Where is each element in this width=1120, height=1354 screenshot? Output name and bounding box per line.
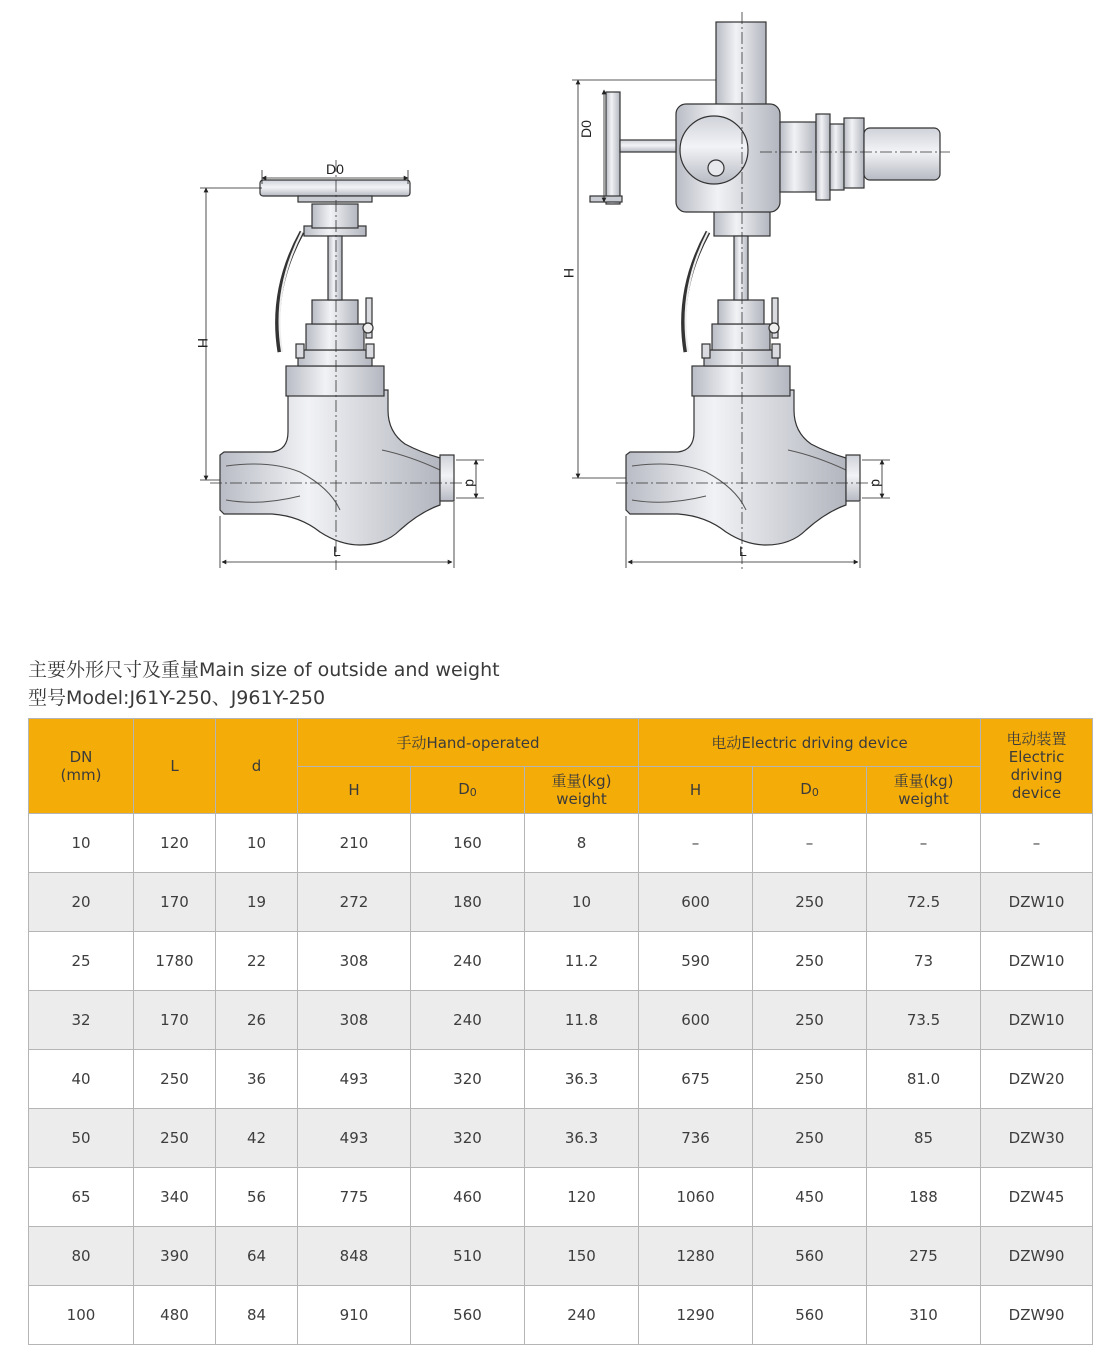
table-row: 32 170 26 308 240 11.8 600 250 73.5 DZW10 (29, 991, 1093, 1050)
table-caption (28, 656, 500, 712)
label-do: D0 (326, 161, 344, 177)
label-d: d (869, 479, 885, 487)
label-do: D0 (578, 120, 594, 138)
label-l: L (333, 543, 341, 559)
table-row: 25 1780 22 308 240 11.2 590 250 73 DZW10 (29, 932, 1093, 991)
valve-drawings (0, 0, 1120, 600)
header-hand-do: D0 (411, 767, 525, 814)
table-row: 65 340 56 775 460 120 1060 450 188 DZW45 (29, 1168, 1093, 1227)
label-d: d (463, 479, 479, 487)
header-dn: DN (mm) (29, 719, 134, 814)
table-row: 100 480 84 910 560 240 1290 560 310 DZW90 (29, 1286, 1093, 1345)
caption-model: 型号Model:J61Y-250、J961Y-250 (28, 687, 326, 709)
label-h: H (195, 338, 211, 349)
header-l: L (134, 719, 216, 814)
svg-text:D0 (326, 161, 344, 177)
table-row: 40 250 36 493 320 36.3 675 250 81.0 DZW20 (29, 1050, 1093, 1109)
caption-title: 主要外形尺寸及重量Main size of outside and weight (28, 659, 500, 681)
header-hand-operated: 手动Hand-operated (298, 719, 639, 767)
table-row: 20 170 19 272 180 10 600 250 72.5 DZW10 (29, 873, 1093, 932)
header-electric: 电动Electric driving device (639, 719, 981, 767)
header-electric-h: H (639, 767, 753, 814)
manual-valve-drawing (210, 160, 470, 570)
table-row: 10 120 10 210 160 8 – – – – (29, 814, 1093, 873)
header-electric-weight: 重量(kg) weight (867, 767, 981, 814)
header-hand-h: H (298, 767, 411, 814)
spec-table (28, 718, 1093, 1345)
header-d: d (216, 719, 298, 814)
table-row: 80 390 64 848 510 150 1280 560 275 DZW90 (29, 1227, 1093, 1286)
header-electric-do: D0 (753, 767, 867, 814)
header-electric-device: 电动装置 Electric driving device (981, 719, 1093, 814)
label-l: L (739, 543, 747, 559)
header-hand-weight: 重量(kg) weight (525, 767, 639, 814)
electric-valve-drawing (590, 12, 950, 570)
label-h: H (561, 268, 577, 279)
table-row: 50 250 42 493 320 36.3 736 250 85 DZW30 (29, 1109, 1093, 1168)
